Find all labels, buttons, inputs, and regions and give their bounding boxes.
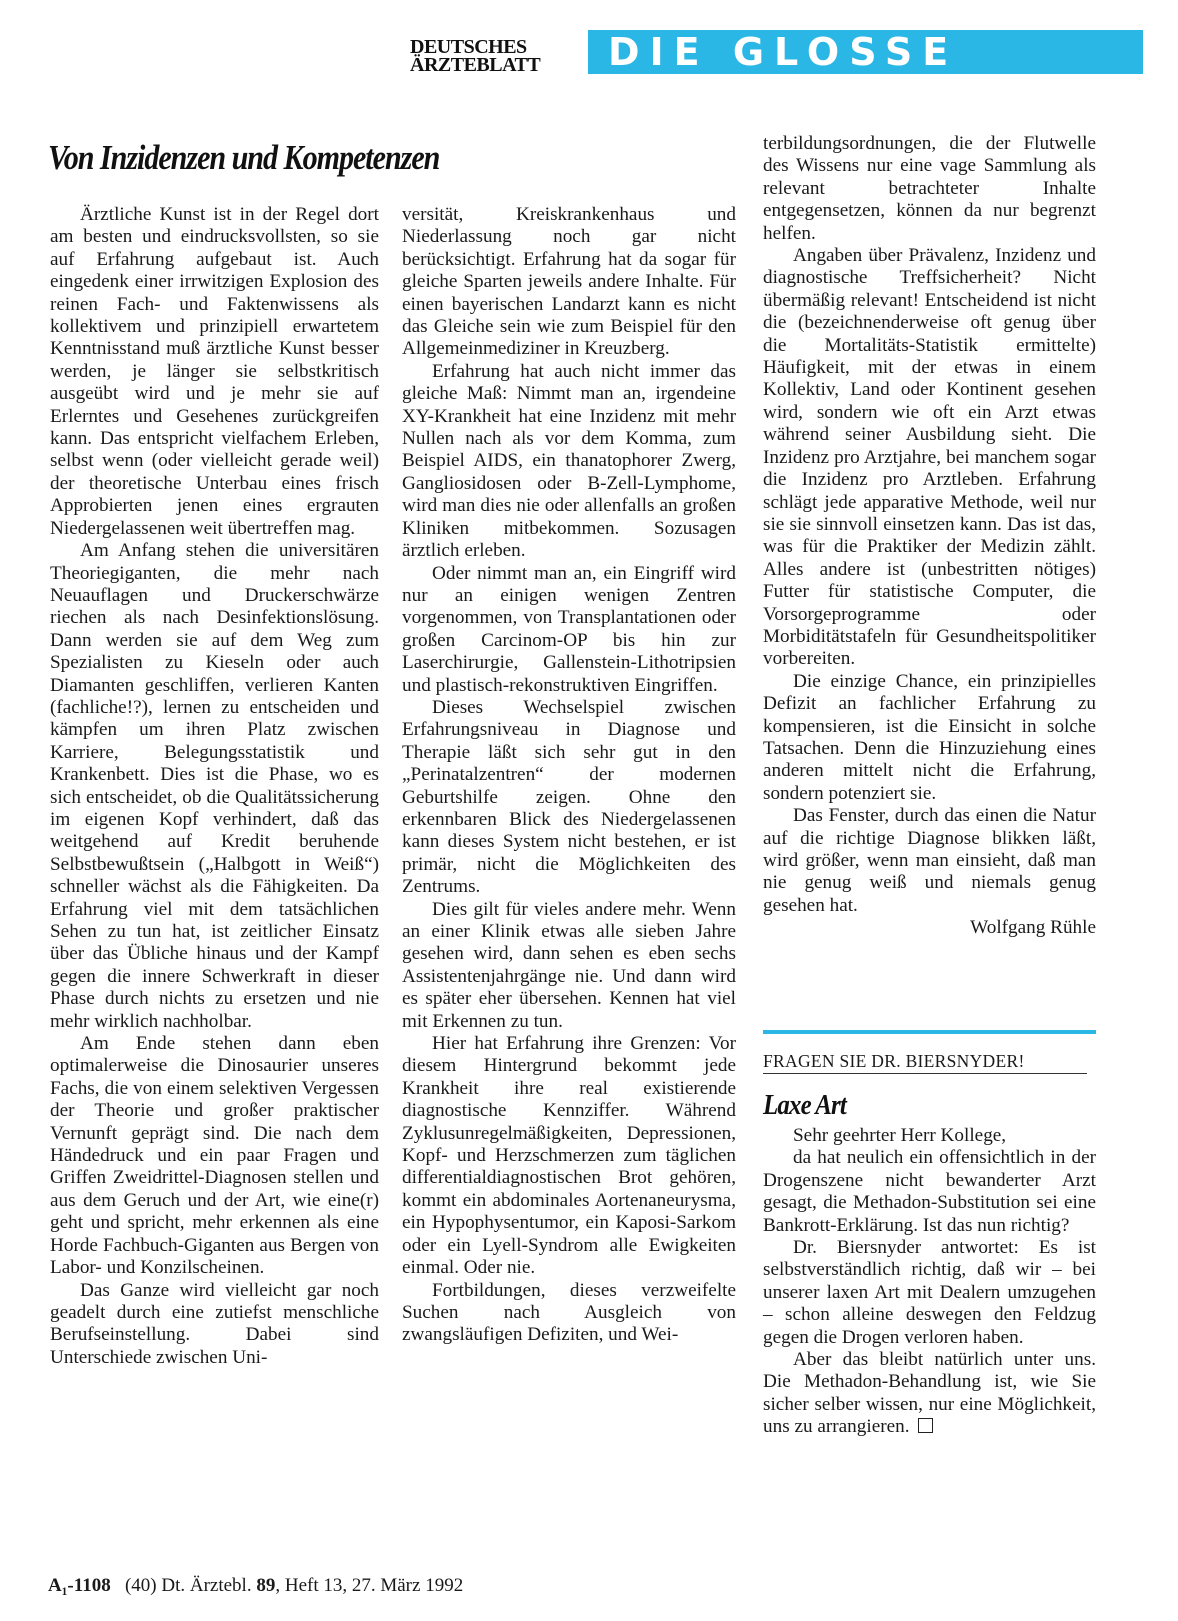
article-paragraph: Das Ganze wird vielleicht gar noch geadelt durch eine zutiefst menschliche Berufseinstellung. Dabei sind Unterschiede zwischen Uni- bbox=[50, 1279, 379, 1368]
article-paragraph: Angaben über Prävalenz, Inzidenz und diagnostische Treffsicherheit? Nicht übermäßig relevant! Entscheidend ist nicht die (bezeichnenderweise oft genug über die Mortalitäts-Statistik ermittelte) Häufigkeit, mit der etwas in einem Kollektiv, Land oder Kontinent gesehen wird, sondern wie oft ein Arzt etwas während seiner Ausbildung sieht. Die Inzidenz pro Arztjahre, bei manchem sogar die Inzidenz pro Arztleben. Erfahrung schlägt jede apparative Methode, weil nur sie sie sinnvoll einsetzen kann. Das ist das, was für die Praktiker der Medizin zählt. Alles andere ist (unbestritten nötiges) Futter für statistische Computer, die Vorsorgeprogramme oder Morbiditätstafeln für Gesundheitspolitiker vorbereiten. bbox=[763, 245, 1096, 670]
sidebar-paragraph: Dr. Biersnyder antwortet: Es ist selbstverständlich richtig, daß wir – bei unserer laxen Art mit Dealern umzugehen – schon alleine deswegen den Feldzug gegen die Drogen verloren haben. bbox=[763, 1237, 1096, 1348]
sidebar-paragraph-text: Aber das bleibt natürlich unter uns. Die Methadon-Behandlung ist, wie Sie sicher selber wissen, nur eine Möglichkeit, uns zu arrangieren. bbox=[763, 1349, 1096, 1438]
section-ribbon bbox=[588, 30, 1143, 74]
article-paragraph: versität, Kreiskrankenhaus und Niederlassung noch gar nicht berücksichtigt. Erfahrung hat da sogar für gleiche Sparten jeweils andere Inhalte. Für einen bayerischen Landarzt kann es nicht das Gleiche sein wie zum Beispiel für den Allgemeinmediziner in Kreuzberg. bbox=[402, 204, 736, 360]
sidebar-title: Laxe Art bbox=[763, 1089, 846, 1121]
author-signature: Wolfgang Rühle bbox=[970, 917, 1096, 939]
sidebar-paragraph bbox=[763, 1349, 1096, 1439]
journal-logo bbox=[410, 38, 585, 74]
article-paragraph: Ärztliche Kunst ist in der Regel dort am besten und eindrucksvollsten, so sie auf Erfahrung aufgebaut ist. Auch eingedenk einer irrwitzigen Explosion des reinen Fach- und Faktenwissens als kollektivem und prinzipiell erwartetem Kenntnisstand muß ärztliche Kunst besser werden, je länger sie selbstkritisch ausgeübt wird und je mehr sie auf Erlerntes und Gesehenes zurückgreifen kann. Das entspricht vielfachem Erleben, selbst wenn (oder vielleicht gerade weil) der theoretische Unterbau eines frisch Approbierten jenen eines ergrauten Niedergelassenen weit übertreffen mag. bbox=[50, 204, 379, 539]
page-footer bbox=[48, 1575, 463, 1597]
article-paragraph: Das Fenster, durch das einen die Natur auf die richtige Diagnose blikken läßt, wird größer, wenn man einsieht, daß man nie genug weiß und niemals genug gesehen hat. bbox=[763, 805, 1096, 916]
article-paragraph: Am Ende stehen dann eben optimalerweise die Dinosaurier unseres Fachs, die von einem selektiven Vergessen der Theorie und großer praktischer Vernunft geprägt sind. Die nach dem Händedruck und ein paar Fragen und Griffen Zweidrittel-Diagnosen stellen und aus dem Geruch und der Art, wie eine(r) geht und spricht, mehr erkennen als eine Horde Fachbuch-Giganten aus Bergen von Labor- und Konzilscheinen. bbox=[50, 1033, 379, 1279]
article-paragraph: Fortbildungen, dieses verzweifelte Suchen nach Ausgleich von zwangsläufigen Defiziten, und Wei- bbox=[402, 1279, 736, 1346]
journal-abbrev: Dt. Ärztebl. bbox=[161, 1575, 252, 1596]
sidebar-paragraph: da hat neulich ein offensichtlich in der Drogenszene nicht bewanderter Arzt gesagt, die Methadon-Substitution sei eine Bankrott-Erklärung. Ist das nun richtig? bbox=[763, 1147, 1096, 1236]
article-column-2 bbox=[402, 204, 736, 1347]
page-number: (40) bbox=[124, 1575, 157, 1596]
sidebar-body bbox=[763, 1125, 1096, 1439]
section-title: DIE GLOSSE bbox=[608, 30, 959, 74]
issue-date: , Heft 13, 27. März 1992 bbox=[275, 1575, 464, 1596]
article-paragraph: terbildungsordnungen, die der Flutwelle des Wissens nur eine vage Sammlung als relevant betrachteter Inhalte entgegensetzen, können da nur begrenzt helfen. bbox=[763, 133, 1096, 244]
article-paragraph: Oder nimmt man an, ein Eingriff wird nur an einigen wenigen Zentren vorgenommen, von Transplantationen oder großen Carcinom-OP bis hin zur Laserchirurgie, Gallenstein-Lithotripsien und plastisch-rekonstruktiven Eingriffen. bbox=[402, 562, 736, 696]
end-mark-icon bbox=[918, 1418, 933, 1433]
column-label: FRAGEN SIE DR. BIERSNYDER! bbox=[763, 1051, 1025, 1071]
article-paragraph: Hier hat Erfahrung ihre Grenzen: Vor diesem Hintergrund bekommt jede Krankheit ihre real existierende diagnostische Kennziffer. Während Zyklusunregelmäßigkeiten, Depressionen, Kopf- und Herzschmerzen zum täglichen differentialdiagnostischen Brot gehören, kommt ein abdominales Aortenaneurysma, ein Hypophysentumor, ein Kaposi-Sarkom oder ein Lyell-Syndrom alle Ewigkeiten einmal. Oder nie. bbox=[402, 1033, 736, 1279]
sidebar-paragraph: Sehr geehrter Herr Kollege, bbox=[793, 1125, 1007, 1146]
article-column-3 bbox=[763, 133, 1096, 940]
column-label-underline bbox=[763, 1073, 1087, 1074]
article-paragraph: Dies gilt für vieles andere mehr. Wenn an einer Klinik etwas alle sieben Jahre gesehen wird, dann sehen es eben sechs Assistentenjahrgänge nie. Und dann wird es später eher übersehen. Kennen hat viel mit Erkennen zu tun. bbox=[402, 898, 736, 1032]
article-title: Von Inzidenzen und Kompetenzen bbox=[48, 138, 440, 177]
journal-logo-line1: DEUTSCHES bbox=[410, 36, 527, 58]
volume-number: 89 bbox=[256, 1575, 276, 1596]
page-code: A₁-1108 bbox=[48, 1575, 111, 1596]
article-paragraph: Am Anfang stehen die universitären Theoriegiganten, die mehr nach Neuauflagen und Druckerschwärze riechen als nach Desinfektionslösung. Dann werden sie auf dem Weg zum Spezialisten zu Kieseln oder auch Diamanten geschliffen, verlieren Kanten (fachliche!?), lernen zu entscheiden und kämpfen um ihren Platz zwischen Karriere, Belegungsstatistik und Krankenbett. Dies ist die Phase, wo es sich entscheidet, ob die Qualitätssicherung im eigenen Kopf verhindert, daß das weitgehend auf Kredit beruhende Selbstbewußtsein („Halbgott in Weiß“) schneller wächst als die Fähigkeiten. Da Erfahrung viel mit dem tatsächlichen Sehen zu tun hat, ist zeitlicher Einsatz über das Übliche hinaus und der Kampf gegen die innere Schwerkraft in dieser Phase durch nichts zu ersetzen und nie mehr wirklich nachholbar. bbox=[50, 540, 379, 1032]
journal-logo-line2: ÄRZTEBLATT bbox=[410, 54, 541, 76]
article-paragraph: Die einzige Chance, ein prinzipielles Defizit an fachlicher Erfahrung zu kompensieren, ist die Einsicht in solche Tatsachen. Denn die Hinzuziehung eines anderen mittelt nicht die Erfahrung, sondern potenziert sie. bbox=[763, 670, 1096, 804]
article-paragraph: Erfahrung hat auch nicht immer das gleiche Maß: Nimmt man an, irgendeine XY-Krankheit hat eine Inzidenz mit mehr Nullen nach als vor dem Komma, zum Beispiel AIDS, ein thanatophorer Zwerg, Gangliosidosen oder B-Zell-Lymphome, wird man dies nie oder allenfalls an großen Kliniken mitbekommen. Sozusagen ärztlich erleben. bbox=[402, 360, 736, 562]
article-paragraph: Dieses Wechselspiel zwischen Erfahrungsniveau in Diagnose und Therapie läßt sich sehr gut in den „Perinatalzentren“ der modernen Geburtshilfe zeigen. Ohne den erkennbaren Blick des Niedergelassenen kann dieses System nicht bestehen, er ist primär, nicht die Möglichkeiten des Zentrums. bbox=[402, 696, 736, 898]
section-divider bbox=[763, 1030, 1096, 1034]
article-column-1 bbox=[50, 204, 379, 1369]
